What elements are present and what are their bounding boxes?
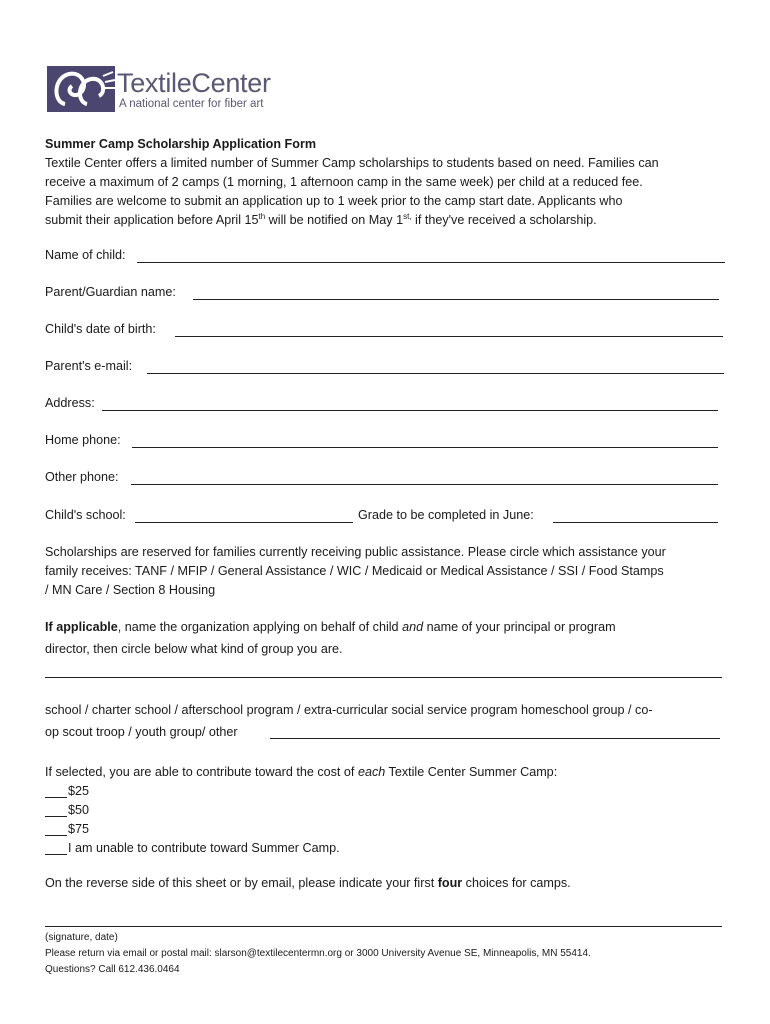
assistance-line-1: Scholarships are reserved for families currently receiving public assistance. Please circle which assistance your [45, 545, 666, 559]
contribute-intro: If selected, you are able to contribute toward the cost of each Textile Center Summer Camp: [45, 765, 558, 779]
intro-line-1: Textile Center offers a limited number of Summer Camp scholarships to students based on need. Families can [45, 156, 659, 170]
signature-label: (signature, date) [45, 932, 118, 943]
contribute-50-label: $50 [68, 803, 90, 817]
intro-line-4: submit their application before April 15th will be notified on May $1^{st,}$ if they've received a scholarship. [45, 211, 597, 227]
parent-name-label: Parent/Guardian name: [45, 285, 176, 299]
dob-label: Child's date of birth: [45, 322, 156, 336]
address-field[interactable] [102, 410, 718, 411]
group-line-1: school / charter school / afterschool program / extra-curricular social service program homeschool group / co- [45, 703, 653, 717]
contribute-75-label: $75 [68, 822, 90, 836]
spiral-logo-icon [47, 64, 117, 114]
assistance-line-3: / MN Care / Section 8 Housing [45, 583, 216, 597]
logo-tagline: A national center for fiber art [119, 98, 264, 110]
dob-field[interactable] [175, 336, 723, 337]
organization-field[interactable] [45, 677, 722, 678]
contribute-25-blank[interactable] [45, 797, 67, 798]
school-field[interactable] [135, 522, 353, 523]
contribute-none-label: I am unable to contribute toward Summer Camp. [68, 841, 340, 855]
applicable-line-2: director, then circle below what kind of group you are. [45, 642, 343, 656]
intro-line-3: Families are welcome to submit an application up to 1 week prior to the camp start date. Applicants who [45, 194, 623, 208]
contribute-none-blank[interactable] [45, 854, 67, 855]
school-label: Child's school: [45, 508, 126, 522]
other-phone-label: Other phone: [45, 470, 119, 484]
child-name-label: Name of child: [45, 248, 126, 262]
contribute-75-blank[interactable] [45, 835, 67, 836]
email-label: Parent's e-mail: [45, 359, 133, 373]
questions-contact: Questions? Call 612.436.0464 [45, 964, 180, 975]
return-instructions: Please return via email or postal mail: slarson@textilecentermn.org or 3000 University Avenue SE, Minneapolis, MN 55414. [45, 948, 591, 959]
reverse-note: On the reverse side of this sheet or by email, please indicate your first four choices for camps. [45, 876, 571, 890]
home-phone-field[interactable] [132, 447, 718, 448]
child-name-field[interactable] [137, 262, 725, 263]
group-line-2: op scout troop / youth group/ other [45, 725, 238, 739]
applicable-line-1: If applicable, name the organization applying on behalf of child and name of your principal or program [45, 620, 616, 634]
home-phone-label: Home phone: [45, 433, 121, 447]
form-title: Summer Camp Scholarship Application Form [45, 137, 317, 151]
grade-label: Grade to be completed in June: [358, 508, 534, 522]
parent-name-field[interactable] [193, 299, 719, 300]
intro-line-2: receive a maximum of 2 camps (1 morning, 1 afternoon camp in the same week) per child at a reduced fee. [45, 175, 643, 189]
grade-field[interactable] [553, 522, 718, 523]
assistance-line-2: family receives: TANF / MFIP / General Assistance / WIC / Medicaid or Medical Assistance / SSI / Food Stamps [45, 564, 664, 578]
textile-center-logo [47, 64, 292, 116]
contribute-25-label: $25 [68, 784, 90, 798]
signature-field[interactable] [45, 926, 722, 927]
logo-name: TextileCenter [117, 68, 271, 98]
contribute-50-blank[interactable] [45, 816, 67, 817]
other-group-field[interactable] [270, 738, 720, 739]
address-label: Address: [45, 396, 95, 410]
email-field[interactable] [147, 373, 724, 374]
other-phone-field[interactable] [131, 484, 718, 485]
